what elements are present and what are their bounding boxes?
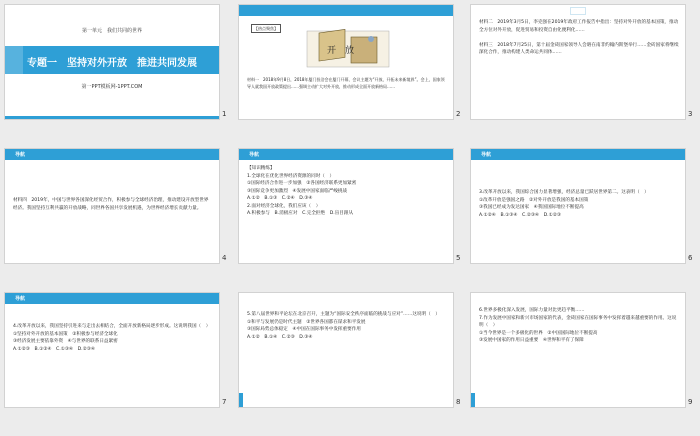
slide-body: 4.改革开放以来，我国坚持引进来与走出去相结合，全面开放新格局逐步形成。这说明我国（ ） ①坚持对外开放的基本国策 ②积极参与经济全球化 ③经济发展主要依靠外资 ④与世界的联系日益紧密 A.①②③ B.①②④ C.①③④ D.②③④ — [13, 324, 211, 352]
slide-number-5: 5 — [456, 254, 461, 262]
unit-label: 第一单元 我们共同的世界 — [81, 28, 142, 34]
slide-thumbnail-7[interactable] — [4, 292, 220, 408]
slide-number-8: 8 — [456, 398, 461, 406]
slide-thumbnail-6[interactable] — [470, 148, 686, 264]
left-accent — [239, 393, 243, 407]
slide-header — [239, 149, 453, 160]
slide-thumbnail-2[interactable] — [238, 4, 454, 120]
slide-body: 材料一 2018年9月8日，2018年厦门投洽会在厦门开幕，会议主题为“开放、开拓未来新境界”。会上，国家领导人就我国开放政策提出……强调主动扩大对外开放，推动形成全面开放新格局…… — [247, 77, 445, 89]
gate-sign: 开 放 — [327, 46, 355, 56]
slide-thumbnail-4[interactable] — [4, 148, 220, 264]
slide-number-9: 9 — [688, 398, 693, 406]
nav-tag: 导航 — [249, 152, 260, 158]
title-bar — [5, 46, 219, 74]
left-accent — [471, 393, 475, 407]
slide-body: 5.第八届世界和平论坛在北京召开，主题为“国际安全秩序面临的挑战与应对”……这说明（ ） ①和平与发展仍是时代主题 ②世界各国都在谋求和平发展 ③国际局势总体稳定 ④中国在国际事务中发挥重要作用 A.①② B.①④ C.②③ D.③④ — [247, 312, 440, 340]
slide-title: 专题一 坚持对外开放 推进共同发展 — [27, 58, 197, 69]
slide-body: 材料四 2019年，中国与世界各国深化经贸合作，积极参与全球经济治理，推动建设开放型世界经济。我国坚持互利共赢的开放战略，同世界各国共享发展机遇，为世界经济增长贡献力量。 — [13, 198, 209, 211]
open-gate-illustration — [305, 27, 391, 69]
slide-body: 6.世界多极化深入发展，国际力量对比更趋平衡…… 7.作为发展中国家和新兴市场国家的代表，金砖国家在国际事务中发挥着越来越重要的作用。这说明（ ） ①当今世界是一个多极化的世界 ②中国国际地位不断提高 ③发展中国家的作用日益重要 ④世界和平有了保障 — [479, 308, 677, 344]
nav-tag: 导航 — [481, 152, 492, 158]
slide-header — [5, 293, 219, 304]
hot-topic-label: 【热点聚焦】 — [251, 24, 281, 33]
slide-number-2: 2 — [456, 110, 461, 118]
slide-header — [471, 149, 685, 160]
bottom-strip — [5, 116, 219, 119]
slide-number-1: 1 — [222, 110, 227, 118]
credit-text: 第一PPT模板网-1PPT.COM — [81, 84, 143, 90]
page-box — [570, 7, 586, 15]
slide-number-6: 6 — [688, 254, 693, 262]
nav-tag: 导航 — [15, 152, 26, 158]
slide-number-7: 7 — [222, 398, 227, 406]
slide-thumbnail-1[interactable] — [4, 4, 220, 120]
slide-thumbnail-3[interactable] — [470, 4, 686, 120]
slide-header — [5, 149, 219, 160]
slide-body: 材料二 2019年3月5日，李克强在2019年政府工作报告中指出：坚持对外开放的基本国策，推动全方位对外开放，促进贸易和投资自由化便利化…… 材料三 2018年7月25日，第十届金砖国家领导人会晤在南非约翰内斯堡举行……金砖国家将继续深化合作，推动构建人类命运共同体…… — [479, 20, 679, 56]
nav-tag: 导航 — [15, 296, 26, 302]
slide-body: 3.改革开放以来，我国综合国力显著增强，经济总量已跃居世界第二。这表明（ ） ①改革开放是强国之路 ②对外开放是我国的基本国策 ③我国已经成为发达国家 ④我国国际地位不断提高 A.①②④ B.①③④ C.②③④ D.①②③ — [479, 190, 649, 218]
slide-thumbnail-8[interactable] — [238, 292, 454, 408]
slide-body: 【知识精练】 1.全球化在优化世界经济资源的同时（ ） ①国际经济合作进一步加强 ②各国经济联系更加紧密 ③国际竞争更加激烈 ④发展中国家面临严峻挑战 A.①② B.①③ C.②④ D.③④ 2.面对经济全球化，我们应该（ ） A.积极参与 B.消极应对 C.完全拒绝 D.盲目跟从 — [247, 166, 357, 217]
slide-thumbnail-5[interactable] — [238, 148, 454, 264]
slide-header — [239, 5, 453, 16]
slide-thumbnail-9[interactable] — [470, 292, 686, 408]
slide-number-3: 3 — [688, 110, 693, 118]
slide-number-4: 4 — [222, 254, 227, 262]
